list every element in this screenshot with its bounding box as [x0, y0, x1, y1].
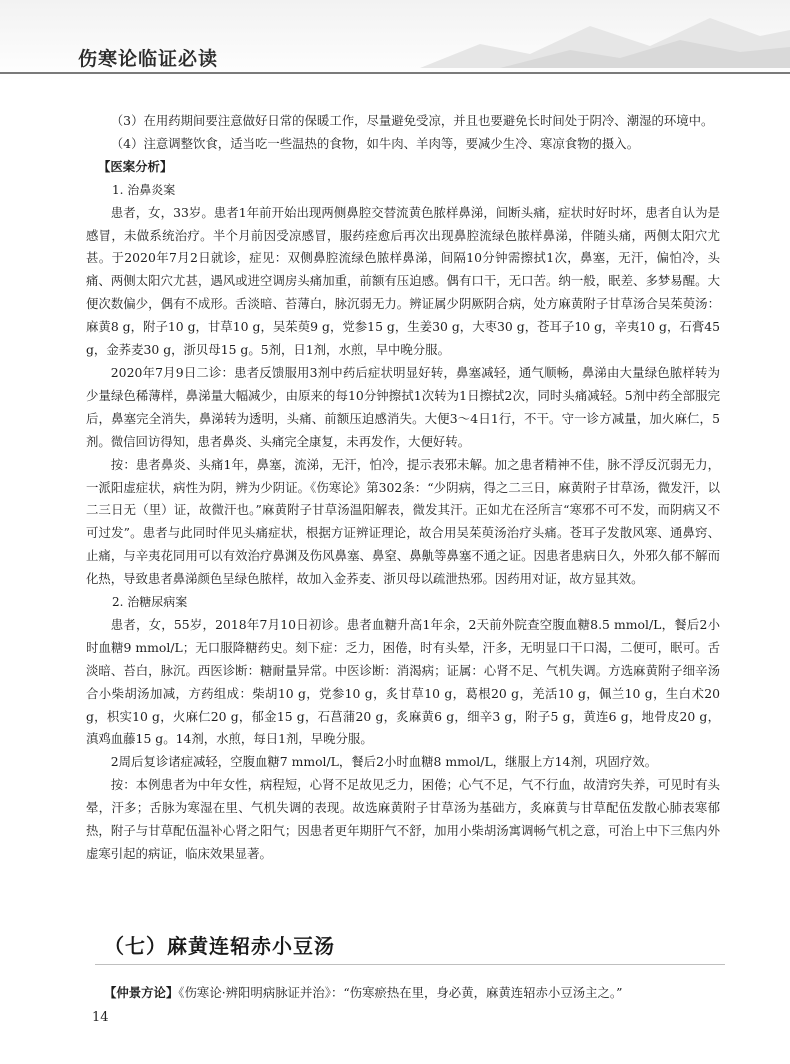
section-divider: [95, 964, 725, 965]
case1-paragraph-3: 按：患者鼻炎、头痛1年，鼻塞，流涕，无汗，怕冷，提示表邪未解。加之患者精神不佳，脉不浮反沉弱无力，一派阳虚症状，病性为阴，辨为少阴证。《伤寒论》第302条：“少阴病，得之二三日，麻黄附子甘草汤，微发汗，以二三日无（里）证，故微汗也。”麻黄附子甘草汤温阳解表，微发其汗。正如尤在泾所言“寒邪不可不发，而阴病又不可过发”。患者与此同时伴见头痛症状，根据方证辨证理论，故合用吴茱萸汤治疗头痛。苍耳子发散风寒、通鼻窍、止痛，与辛夷花同用可以有效治疗鼻渊及伤风鼻塞、鼻窒、鼻鼽等鼻塞不通之证。因患者患病日久，外邪久郁不解而化热，导致患者鼻涕颜色呈绿色脓样，故加入金荞麦、浙贝母以疏泄热邪。因药用对证，故方显其效。: [86, 456, 720, 587]
case2-paragraph-2: 2周后复诊诸症减轻，空腹血糖7 mmol/L，餐后2小时血糖8 mmol/L，继服上方14剂，巩固疗效。: [110, 754, 658, 770]
zhongjing-quote: [104, 982, 724, 1004]
section-title: （七）麻黄连轺赤小豆汤: [104, 934, 335, 958]
paragraph-care-4: （4）注意调整饮食，适当吃一些温热的食物，如牛肉、羊肉等，要减少生冷、寒凉食物的摄入。: [110, 135, 640, 151]
book-title: 伤寒论临证必读: [78, 48, 219, 70]
case1-title: 1. 治鼻炎案: [112, 182, 176, 197]
quote-text: 《伤寒论·辨阳明病脉证并治》：“伤寒瘀热在里，身必黄，麻黄连轺赤小豆汤主之。”: [178, 985, 623, 1000]
case2-title: 2. 治糖尿病案: [112, 595, 188, 610]
case1-paragraph-2: 2020年7月9日二诊：患者反馈服用3剂中药后症状明显好转，鼻塞减轻，通气顺畅，鼻涕由大量绿色脓样转为少量绿色稀薄样，鼻涕量大幅减少，由原来的每10分钟擦拭1次转为1日擦拭2次，同时头痛减轻。5剂中药全部服完后，鼻塞完全消失，鼻涕转为透明，头痛、前额压迫感消失。大便3～4日1行，不干。守一诊方减量，加火麻仁，5剂。微信回访得知，患者鼻炎、头痛完全康复，未再发作，大便好转。: [86, 364, 720, 449]
case-heading: 【医案分析】: [98, 158, 173, 174]
landscape-decoration: [420, 6, 790, 68]
page-header: [0, 0, 790, 82]
page-body: [86, 110, 720, 866]
page-number: 14: [92, 1010, 109, 1025]
paragraph-care-3: （3）在用药期间要注意做好日常的保暖工作，尽量避免受凉，并且也要避免长时间处于阴冷、潮湿的环境中。: [110, 113, 714, 128]
case2-paragraph-1: 患者，女，55岁，2018年7月10日初诊。患者血糖升高1年余，2天前外院查空腹血糖8.5 mmol/L，餐后2小时血糖9 mmol/L；无口服降糖药史。刻下症：乏力，困倦，时有头晕，汗多，无明显口干口渴，二便可，眠可。舌淡暗、苔白，脉沉。西医诊断：糖耐量异常。中医诊断：消渴病；证属：心肾不足、气机失调。方选麻黄附子细辛汤合小柴胡汤加减，方药组成：柴胡10 g，党参10 g，炙甘草10 g，葛根20 g，羌活10 g，佩兰10 g，生白术20 g，枳实10 g，火麻仁20 g，郁金15 g，石菖蒲20 g，炙麻黄6 g，细辛3 g，附子5 g，黄连6 g，地骨皮20 g，滇鸡血藤15 g。14剂，水煎，每日1剂，早晚分服。: [86, 616, 720, 747]
quote-label: 【仲景方论】: [104, 985, 179, 1000]
case2-paragraph-3: 按：本例患者为中年女性，病程短，心肾不足故见乏力，困倦；心气不足，气不行血，故清窍失养，可见时有头晕，汗多；舌脉为寒湿在里、气机失调的表现。故选麻黄附子甘草汤为基础方，炙麻黄与甘草配伍发散心肺表寒郁热，附子与甘草配伍温补心肾之阳气；因患者更年期肝气不舒，加用小柴胡汤寓调畅气机之意，可治上中下三焦内外虚寒引起的病证，临床效果显著。: [86, 777, 720, 861]
case1-paragraph-1: 患者，女，33岁。患者1年前开始出现两侧鼻腔交替流黄色脓样鼻涕，间断头痛，症状时好时坏，患者自认为是感冒，未做系统治疗。半个月前因受凉感冒，服药痊愈后再次出现鼻腔流绿色脓样鼻涕，伴随头痛，两侧太阳穴尤甚。于2020年7月2日就诊，症见：双侧鼻腔流绿色脓样鼻涕，间隔10分钟需擦拭1次，鼻塞，无汗，偏怕冷，头痛、两侧太阳穴尤甚，遇风或进空调房头痛加重，前额有压迫感。偶有口干，无口苦。纳一般，眠差、多梦易醒。大便次数偏少，偶有不成形。舌淡暗、苔薄白，脉沉弱无力。辨证属少阴厥阴合病，处方麻黄附子甘草汤合吴茱萸汤：麻黄8 g，附子10 g，甘草10 g，吴茱萸9 g，党参15 g，生姜30 g，大枣30 g，苍耳子10 g，辛夷10 g，石膏45 g，金荞麦30 g，浙贝母15 g。5剂，日1剂，水煎，早中晚分服。: [86, 204, 720, 358]
header-divider: [0, 72, 790, 74]
